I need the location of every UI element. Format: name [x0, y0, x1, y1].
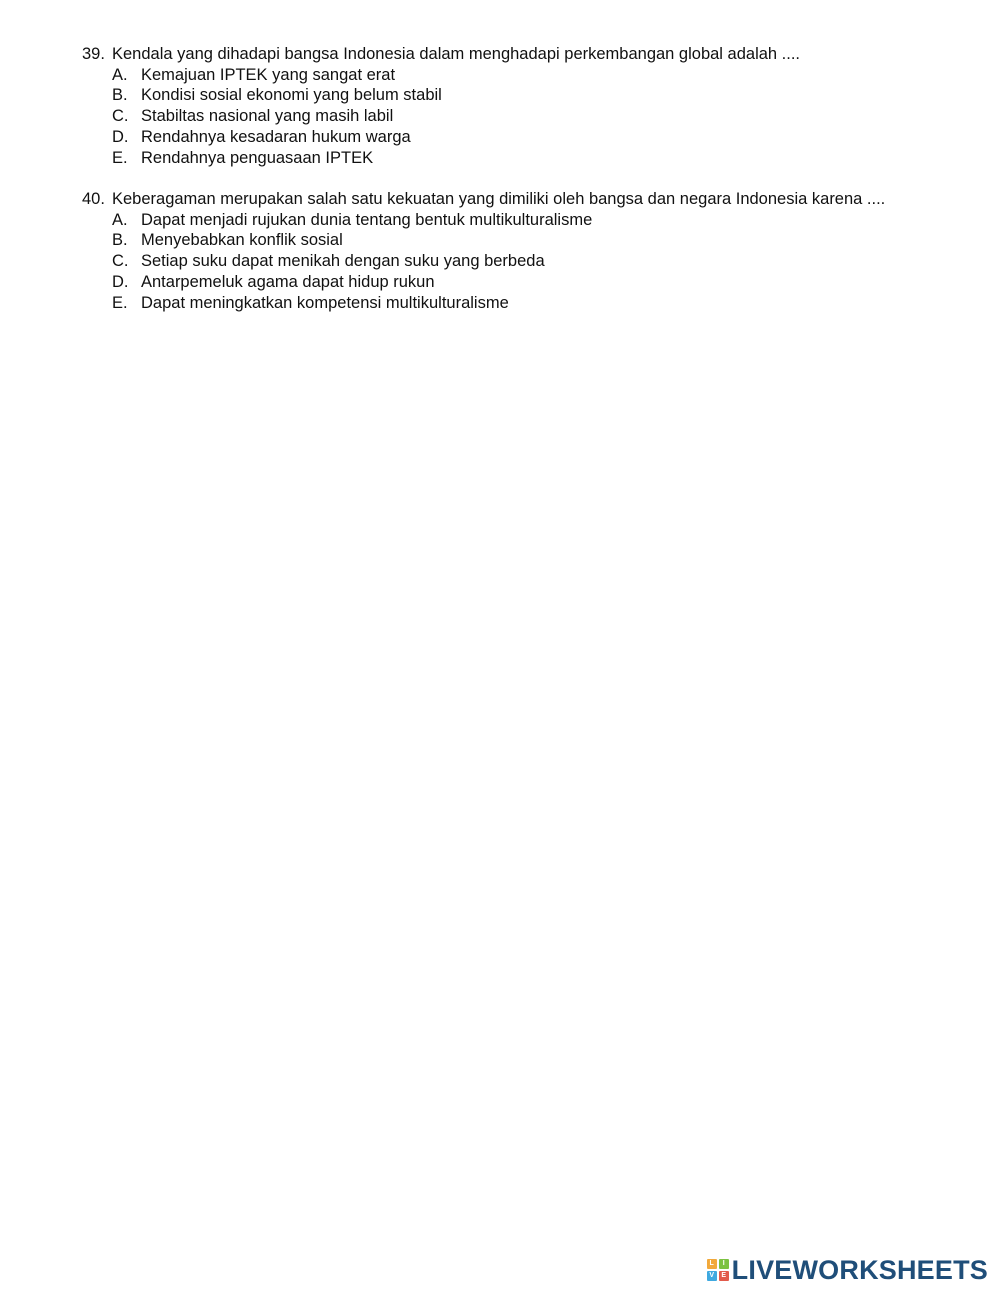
- answer-options: [82, 210, 982, 314]
- answer-option-d[interactable]: [82, 127, 982, 148]
- option-text: Setiap suku dapat menikah dengan suku yang berbeda: [141, 252, 545, 271]
- option-letter: B.: [112, 231, 128, 250]
- option-text: Menyebabkan konflik sosial: [141, 231, 343, 250]
- option-text: Dapat meningkatkan kompetensi multikulturalisme: [141, 293, 509, 312]
- question-stem: [82, 189, 982, 210]
- question-stem: [82, 44, 982, 65]
- question-number: 40.: [82, 190, 105, 208]
- answer-option-b[interactable]: [82, 85, 982, 106]
- answer-option-c[interactable]: [82, 251, 982, 272]
- question-39: [82, 44, 982, 168]
- logo-tile: V: [707, 1271, 717, 1281]
- answer-option-a[interactable]: [82, 210, 982, 231]
- question-40: [82, 189, 982, 313]
- option-text: Rendahnya kesadaran hukum warga: [141, 127, 411, 146]
- option-letter: B.: [112, 86, 128, 105]
- option-letter: C.: [112, 252, 129, 271]
- brand-wordmark: LIVEWORKSHEETS: [731, 1254, 988, 1285]
- option-text: Rendahnya penguasaan IPTEK: [141, 148, 374, 167]
- answer-option-b[interactable]: [82, 230, 982, 251]
- answer-options: [82, 65, 982, 169]
- option-letter: E.: [112, 148, 128, 167]
- answer-option-e[interactable]: [82, 293, 982, 314]
- liveworksheets-logo-icon: [707, 1259, 729, 1281]
- question-text: Kendala yang dihadapi bangsa Indonesia dalam menghadapi perkembangan global adalah ....: [112, 45, 801, 63]
- option-text: Kondisi sosial ekonomi yang belum stabil: [141, 86, 442, 105]
- option-text: Stabiltas nasional yang masih labil: [141, 107, 394, 126]
- answer-option-c[interactable]: [82, 106, 982, 127]
- option-letter: C.: [112, 107, 129, 126]
- option-letter: D.: [112, 272, 129, 291]
- question-text: Keberagaman merupakan salah satu kekuatan yang dimiliki oleh bangsa dan negara Indonesia karena ....: [112, 190, 886, 208]
- answer-option-d[interactable]: [82, 272, 982, 293]
- option-letter: E.: [112, 293, 128, 312]
- question-number: 39.: [82, 45, 105, 63]
- logo-tile: E: [719, 1271, 729, 1281]
- logo-tile: L: [707, 1259, 717, 1269]
- option-text: Dapat menjadi rujukan dunia tentang bentuk multikulturalisme: [141, 210, 593, 229]
- logo-tile: I: [719, 1259, 729, 1269]
- option-text: Antarpemeluk agama dapat hidup rukun: [141, 272, 435, 291]
- answer-option-e[interactable]: [82, 148, 982, 169]
- option-letter: A.: [112, 210, 128, 229]
- liveworksheets-brand[interactable]: [707, 1256, 988, 1284]
- option-letter: A.: [112, 65, 128, 84]
- answer-option-a[interactable]: [82, 65, 982, 86]
- option-letter: D.: [112, 127, 129, 146]
- option-text: Kemajuan IPTEK yang sangat erat: [141, 65, 396, 84]
